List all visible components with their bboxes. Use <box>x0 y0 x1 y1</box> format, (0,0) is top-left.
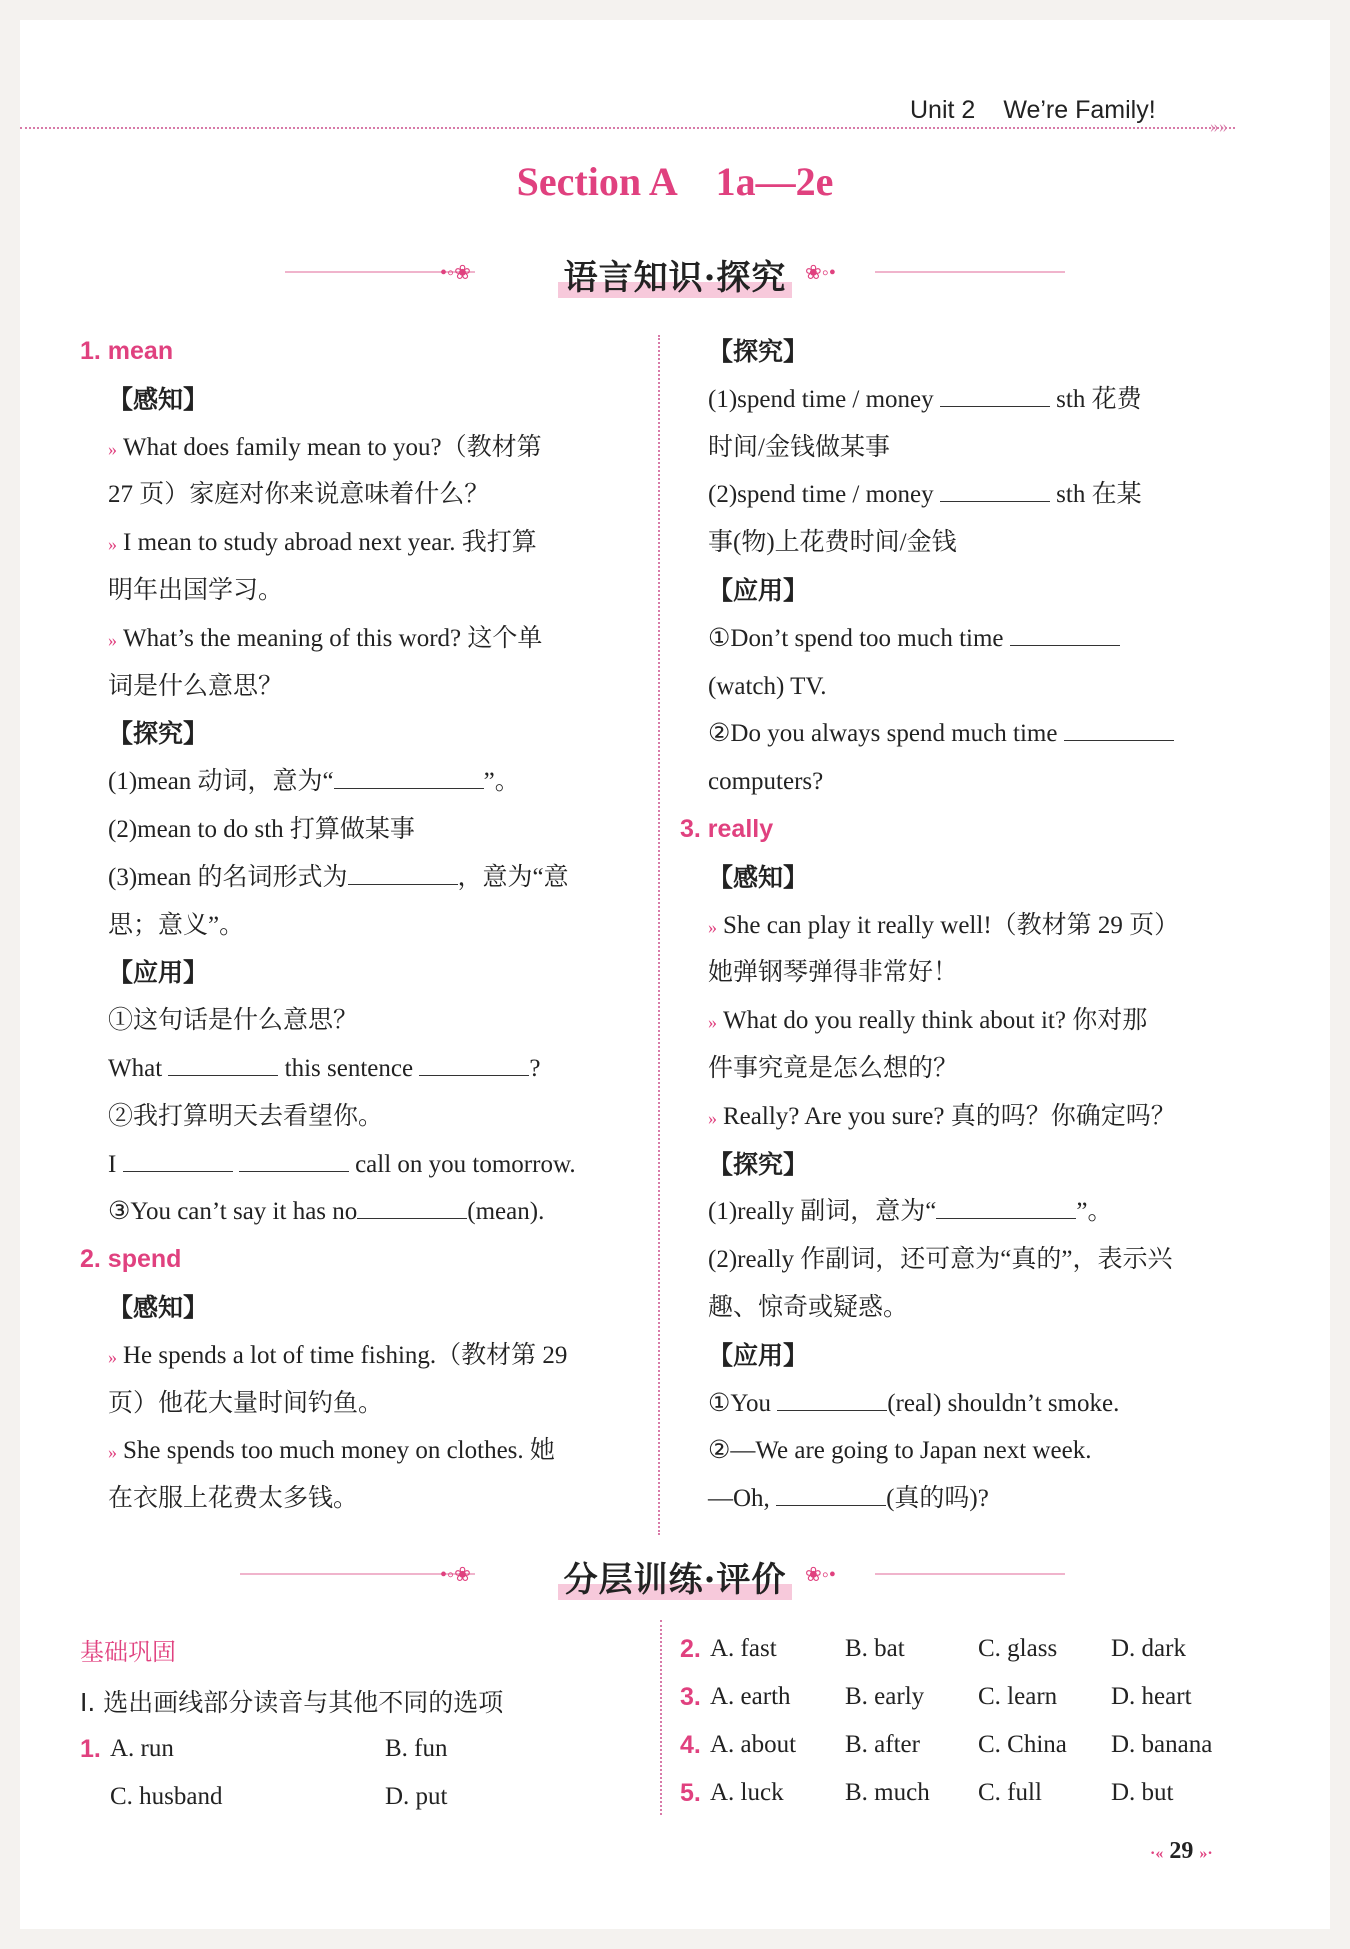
exercise-instruction: Ⅰ. 选出画线部分读音与其他不同的选项 <box>80 1688 504 1717</box>
arrow-icon: » <box>108 534 117 555</box>
arrow-icon: » <box>108 629 117 650</box>
example-line: » I mean to study abroad next year. 我打算 <box>108 529 537 557</box>
example-line: » What does family mean to you?（教材第 <box>108 433 542 461</box>
example-line: » What do you really think about it? 你对那 <box>708 1007 1148 1035</box>
chevron-left-icon: ·« <box>1150 1845 1164 1862</box>
answer-blank[interactable] <box>168 1053 278 1076</box>
banner-knowledge <box>0 250 1350 298</box>
option-a[interactable]: A. fast <box>710 1635 777 1662</box>
explore-line: (3)mean 的名词形式为 ，意为“意 <box>108 863 569 891</box>
left-column <box>80 328 640 1523</box>
item-heading-mean: 1. mean <box>80 337 174 365</box>
answer-blank[interactable] <box>239 1149 349 1172</box>
flourish-icon: ❀◦• <box>805 1564 836 1586</box>
chevron-right-icon: »· <box>1199 1845 1213 1862</box>
question-5: 5. A. luck B. much C. full D. but <box>680 1769 1212 1817</box>
label-apply: 【应用】 <box>708 575 809 605</box>
apply-line: I call on you tomorrow. <box>108 1150 576 1178</box>
apply-line: ②Do you always spend much time <box>680 710 1250 758</box>
label-perceive: 【感知】 <box>108 1292 209 1322</box>
flourish-icon: •◦❀ <box>440 262 471 284</box>
answer-blank[interactable] <box>334 766 484 789</box>
answer-blank[interactable] <box>1064 718 1174 741</box>
option-a[interactable]: A. earth <box>710 1683 791 1710</box>
banner-title: 分层训练·评价 <box>558 1560 793 1600</box>
unit-label: Unit 2 <box>910 96 976 124</box>
question-number: 1. <box>80 1734 101 1763</box>
answer-blank[interactable] <box>357 1196 467 1219</box>
label-perceive: 【感知】 <box>708 862 809 892</box>
option-c[interactable]: C. husband <box>110 1783 223 1810</box>
answer-blank[interactable] <box>419 1053 529 1076</box>
example-line: » What’s the meaning of this word? 这个单 <box>108 624 543 652</box>
category-label: 基础巩固 <box>80 1638 176 1666</box>
option-a[interactable]: A. run <box>110 1735 174 1762</box>
questions-2-5 <box>680 1625 1212 1817</box>
example-line: » Really? Are you sure? 真的吗？你确定吗？ <box>708 1102 1176 1130</box>
explore-line: 事(物)上花费时间/金钱 <box>708 529 957 557</box>
answer-blank[interactable] <box>776 1483 886 1506</box>
label-explore: 【探究】 <box>108 719 209 749</box>
double-chevron-icon: »» <box>1210 116 1228 136</box>
header-divider <box>20 127 1235 129</box>
apply-line: (watch) TV. <box>708 672 827 700</box>
example-line: » He spends a lot of time fishing.（教材第 29 <box>108 1341 568 1369</box>
apply-line: ①这句话是什么意思？ <box>108 1007 359 1035</box>
answer-blank[interactable] <box>940 479 1050 502</box>
question-3: 3. A. earth B. early C. learn D. heart <box>680 1673 1212 1721</box>
option-d[interactable]: D. banana <box>1111 1731 1213 1758</box>
page-number: ·« 29 »· <box>1150 1838 1213 1864</box>
option-d[interactable]: D. heart <box>1111 1683 1192 1710</box>
arrow-icon: » <box>108 1442 117 1463</box>
answer-blank[interactable] <box>777 1388 887 1411</box>
flourish-icon: •◦❀ <box>440 1564 471 1586</box>
example-line: 页）他花大量时间钓鱼。 <box>108 1389 384 1417</box>
answer-blank[interactable] <box>348 862 458 885</box>
option-c[interactable]: C. glass <box>978 1635 1058 1662</box>
unit-title: We’re Family! <box>1003 96 1156 124</box>
option-c[interactable]: C. learn <box>978 1683 1058 1710</box>
answer-blank[interactable] <box>940 384 1050 407</box>
option-c[interactable]: C. full <box>978 1779 1042 1806</box>
explore-line: (2)really 作副词，还可意为“真的”，表示兴 <box>708 1246 1173 1274</box>
option-d[interactable]: D. put <box>385 1783 448 1810</box>
label-explore: 【探究】 <box>708 337 809 366</box>
arrow-icon: » <box>108 1346 117 1367</box>
question-2: 2. A. fast B. bat C. glass D. dark <box>680 1625 1212 1673</box>
answer-blank[interactable] <box>1010 623 1120 646</box>
explore-line: 时间/金钱做某事 <box>708 433 890 461</box>
right-column <box>680 328 1250 1523</box>
apply-line: computers? <box>708 768 824 796</box>
explore-line: 思；意义”。 <box>108 911 245 939</box>
apply-line: ②我打算明天去看望你。 <box>108 1102 384 1130</box>
explore-line: (1)mean 动词，意为“ ”。 <box>108 768 520 796</box>
label-explore: 【探究】 <box>708 1149 809 1179</box>
arrow-icon: » <box>708 1012 717 1033</box>
explore-line: (2)spend time / money sth 在某 <box>708 481 1142 509</box>
item-heading-spend: 2. spend <box>80 1245 182 1274</box>
explore-line: (1)spend time / money sth 花费 <box>708 385 1142 413</box>
arrow-icon: » <box>708 1107 717 1128</box>
column-divider <box>658 335 660 1535</box>
apply-line: —Oh, (真的吗)? <box>708 1485 989 1513</box>
option-a[interactable]: A. about <box>710 1731 797 1758</box>
answer-blank[interactable] <box>936 1196 1076 1219</box>
apply-line: ②—We are going to Japan next week. <box>708 1437 1092 1465</box>
banner-practice <box>0 1552 1350 1600</box>
answer-blank[interactable] <box>123 1149 233 1172</box>
explore-line: (1)really 副词，意为“ ”。 <box>708 1198 1113 1226</box>
explore-line: 趣、惊奇或疑惑。 <box>708 1293 909 1321</box>
example-line: 27 页）家庭对你来说意味着什么？ <box>108 481 490 509</box>
banner-title: 语言知识·探究 <box>558 258 793 298</box>
option-b[interactable]: B. fun <box>385 1735 448 1762</box>
apply-line: ①You (real) shouldn’t smoke. <box>708 1389 1120 1417</box>
apply-line: What this sentence ? <box>108 1054 541 1082</box>
option-b[interactable]: B. early <box>845 1683 925 1710</box>
question-4: 4. A. about B. after C. China D. banana <box>680 1721 1212 1769</box>
example-line: 件事究竟是怎么想的？ <box>708 1054 959 1082</box>
option-d[interactable]: D. dark <box>1111 1635 1186 1662</box>
arrow-icon: » <box>708 916 717 937</box>
option-d[interactable]: D. but <box>1111 1779 1174 1806</box>
example-line: 词是什么意思？ <box>108 672 284 700</box>
example-line: 她弹钢琴弹得非常好！ <box>708 959 959 987</box>
option-b[interactable]: B. bat <box>845 1635 905 1662</box>
item-heading-really: 3. really <box>680 814 774 843</box>
option-a[interactable]: A. luck <box>710 1779 784 1806</box>
arrow-icon: » <box>108 438 117 459</box>
option-c[interactable]: C. China <box>978 1731 1067 1758</box>
apply-line: ①Don’t spend too much time <box>680 615 1250 663</box>
explore-line: (2)mean to do sth 打算做某事 <box>108 815 415 843</box>
flourish-icon: ❀◦• <box>805 262 836 284</box>
label-apply: 【应用】 <box>708 1340 809 1370</box>
example-line: » She spends too much money on clothes. 她 <box>108 1437 555 1465</box>
option-b[interactable]: B. after <box>845 1731 920 1758</box>
example-line: 在衣服上花费太多钱。 <box>108 1485 359 1513</box>
question-1 <box>80 1725 448 1821</box>
example-line: » She can play it really well!（教材第 29 页） <box>708 911 1180 939</box>
section-title: Section A 1a—2e <box>516 159 834 204</box>
label-perceive: 【感知】 <box>108 384 209 414</box>
apply-line: ③You can’t say it has no (mean). <box>108 1198 545 1226</box>
column-divider <box>660 1620 662 1815</box>
example-line: 明年出国学习。 <box>108 576 284 604</box>
option-b[interactable]: B. much <box>845 1779 930 1806</box>
label-apply: 【应用】 <box>108 958 209 988</box>
running-header <box>910 96 1156 125</box>
